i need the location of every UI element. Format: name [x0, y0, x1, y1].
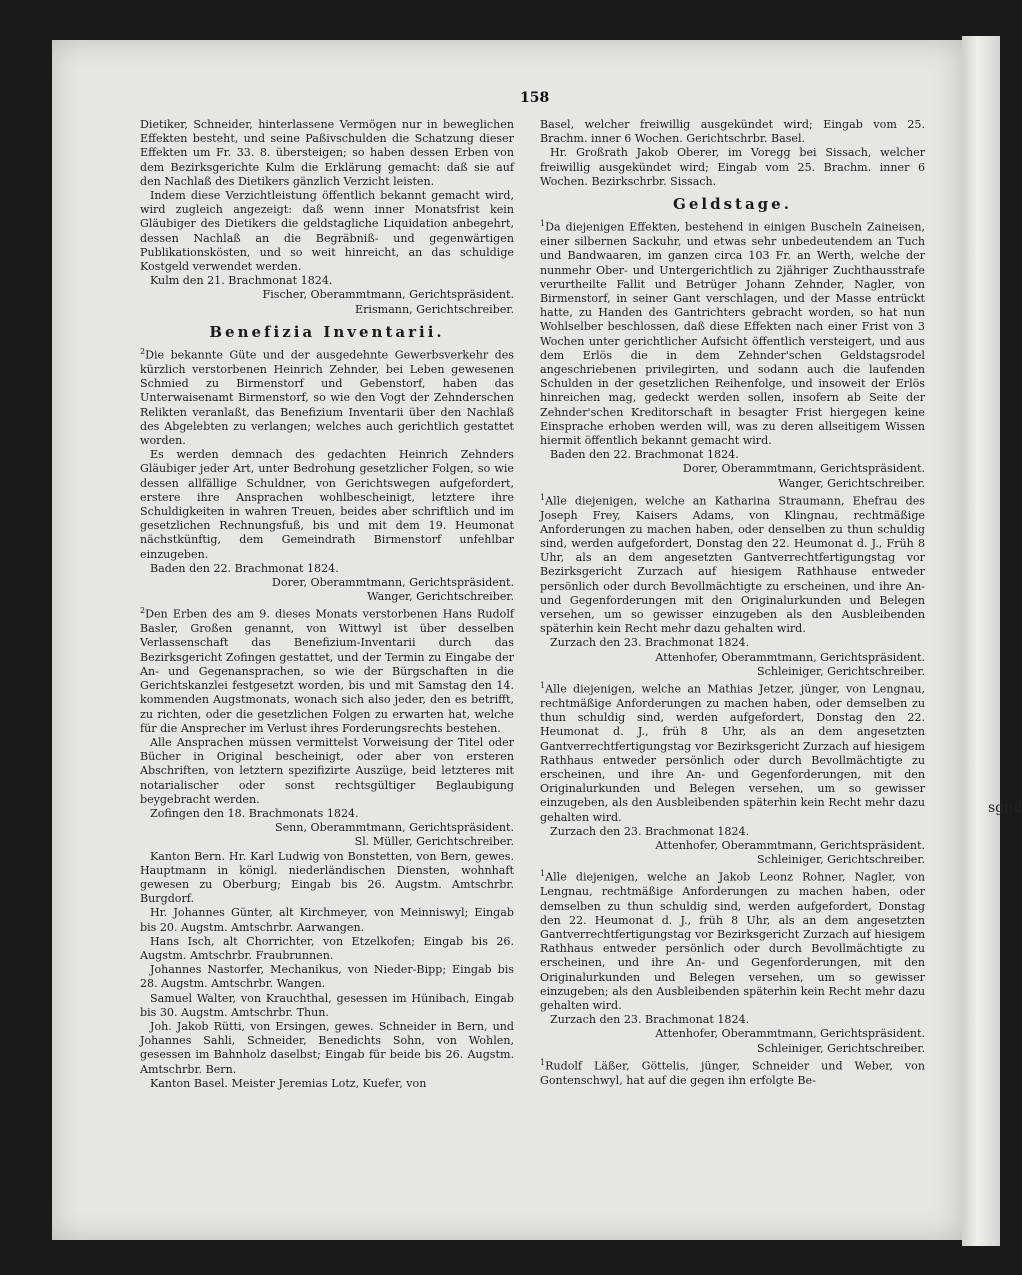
paragraph: Es werden demnach des gedachten Heinrich Zehnders Gläubiger jeder Art, unter Bedrohung gesetzlicher Folgen, so wie dessen allfällige Schuldner, von Gerichtswegen aufgefordert, erstere ihre Ansprachen wohlbescheinigt, letztere ihre Schuldigkeiten in wahren Treuen, beides aber schriftlich und im gesetzlichen Rechnungsfuß, bis und mit dem 19. Heumonat nächstkünftig, dem Gemeindrath Birmenstorf unfehlbar einzugeben. [140, 448, 514, 561]
paragraph: Alle Ansprachen müssen vermittelst Vorweisung der Titel oder Bücher in Original bescheinigt, oder aber von ersteren Abschriften, von letztern spezifizirte Auszüge, beid letzteres mit notarialischer oder sonst rechtsgültiger Beglaubigung beygebracht werden. [140, 735, 514, 806]
footnote-marker: 1 [540, 492, 546, 502]
section-heading: Geldstage. [673, 195, 792, 214]
signature: Erismann, Gerichtschreiber. [355, 302, 514, 316]
section-heading: Benefizia Inventarii. [209, 322, 445, 341]
paragraph: Die bekannte Güte und der ausgedehnte Gewerbsverkehr des kürzlich verstorbenen Heinrich Zehnder, bei Leben gewesenen Schmied zu Birmenstorf und Gebenstorf, haben das Unterwaisenamt Birmenstorf, so wie den Vogt der Zehnderschen Relikten veranlaßt, das Benefizium Inventarii über den Nachlaß des Abgelebten zu verlangen; welches auch gerichtlich gestattet worden. [140, 348, 514, 447]
signature: Schleiniger, Gerichtschreiber. [757, 853, 925, 867]
footnote-marker: 1 [540, 681, 546, 691]
paragraph: Rudolf Läßer, Göttelis, jünger, Schneider und Weber, von Gontenschwyl, hat auf die gegen ihn erfolgte Be- [540, 1059, 925, 1087]
footnote-marker: 1 [540, 1057, 546, 1067]
list-item: Joh. Jakob Rütti, von Ersingen, gewes. Schneider in Bern, und Johannes Sahli, Schneider, Benedichts Sohn, von Wohlen, gesessen im Bahnholz daselbst; Eingab für beide bis 26. Augstm. Amtschrbr. Bern. [140, 1019, 514, 1076]
signature: Wanger, Gerichtschreiber. [778, 476, 925, 490]
signature: Dorer, Oberammtmann, Gerichtspräsident. [271, 575, 514, 589]
paragraph: Indem diese Verzichtleistung öffentlich bekannt gemacht wird, wird zugleich angezeigt: daß wenn inner Monatsfrist kein Gläubiger des Dietikers die geldstagliche Liquidation anbegehrt, dessen Nachlaß an die Begräbniß- und gegenwärtigen Publikationskösten, und so weit hinreicht, an das schuldige Kostgeld verwendet werden. [140, 189, 514, 274]
dateline: Kulm den 21. Brachmonat 1824. [150, 274, 333, 288]
page-number: 158 [520, 90, 550, 106]
signature: Wanger, Gerichtschreiber. [367, 590, 514, 604]
signature: Attenhofer, Oberammtmann, Gerichtspräsident. [655, 650, 925, 664]
signature: Sl. Müller, Gerichtschreiber. [354, 835, 514, 849]
paragraph: Alle diejenigen, welche an Katharina Straumann, Ehefrau des Joseph Frey, Kaisers Adams, von Klingnau, rechtmäßige Anforderungen zu machen haben, oder denselben zu thun schuldig sind, werden aufgefordert, Donstag den 22. Heumonat d. J., Früh 8 Uhr, als an dem angesetzten Gantverrechtfertigungstag vor Bezirksgericht Zurzach auf hiesigem Rathhause entweder persönlich oder durch Bevollmächtigte zu erscheinen, und ihre An- und Gegenforderungen mit den Originalurkunden und Belegen versehen, um so gewisser einzugeben als den Ausbleibenden späterhin kein Recht mehr dazu gehalten wird. [540, 494, 925, 636]
paragraph: Alle diejenigen, welche an Jakob Leonz Rohner, Nagler, von Lengnau, rechtmäßige Anforderungen zu machen haben, oder demselben zu thun schuldig sind, werden aufgefordert, Donstag den 22. Heumonat d. J., früh 8 Uhr, als an dem angesetzten Gantverrechtfertigungstag vor Bezirksgericht Zurzach auf hiesigem Rathhaus entweder persönlich oder durch Bevollmächtigte zu erscheinen, und ihre An- und Gegenforderungen, mit den Originalurkunden und Belegen versehen, um so gewisser einzugeben; als den Ausbleibenden späterhin kein Recht mehr dazu gehalten wird. [540, 871, 925, 1012]
footnote-marker: 2 [140, 606, 146, 616]
list-item: Kanton Basel. Meister Jeremias Lotz, Kuefer, von [150, 1076, 427, 1090]
dateline: Zurzach den 23. Brachmonat 1824. [550, 824, 750, 838]
next-page-fragment: sgnd [988, 800, 1022, 816]
dateline: Baden den 22. Brachmonat 1824. [150, 561, 339, 575]
footnote-marker: 1 [540, 869, 546, 879]
footnote-marker: 1 [540, 219, 546, 229]
footnote-marker: 2 [140, 347, 146, 357]
list-item: Johannes Nastorfer, Mechanikus, von Nieder-Bipp; Eingab bis 28. Augstm. Amtschrbr. Wangen. [140, 963, 514, 991]
list-item: Kanton Bern. Hr. Karl Ludwig von Bonstetten, von Bern, gewes. Hauptmann in königl. niederländischen Diensten, wohnhaft gewesen zu Oberburg; Eingab bis 26. Augstm. Amtschrbr. Burgdorf. [140, 849, 514, 906]
list-item: Hans Isch, alt Chorrichter, von Etzelkofen; Eingab bis 26. Augstm. Amtschrbr. Fraubrunnen. [140, 934, 514, 962]
left-column [140, 118, 514, 1091]
dateline: Zurzach den 23. Brachmonat 1824. [550, 1013, 750, 1027]
paragraph: Dietiker, Schneider, hinterlassene Vermögen nur in beweglichen Effekten besteht, und seine Paßivschulden die Schatzung dieser Effekten um Fr. 33. 8. übersteigen; so haben dessen Erben von dem Bezirksgerichte Kulm die Erklärung gemacht: daß sie auf den Nachlaß des Dietikers gänzlich Verzicht leisten. [140, 118, 514, 188]
signature: Dorer, Oberammtmann, Gerichtspräsident. [682, 462, 925, 476]
signature: Fischer, Oberammtmann, Gerichtspräsident. [262, 288, 514, 302]
signature: Senn, Oberammtmann, Gerichtspräsident. [274, 821, 514, 835]
paragraph: Hr. Großrath Jakob Oberer, im Voregg bei Sissach, welcher freiwillig ausgekündet wird; Eingab vom 25. Brachm. inner 6 Wochen. Bezirkschrbr. Sissach. [540, 146, 925, 188]
list-item: Samuel Walter, von Krauchthal, gesessen im Hünibach, Eingab bis 30. Augstm. Amtschrbr. Thun. [140, 991, 514, 1019]
dateline: Baden den 22. Brachmonat 1824. [550, 448, 739, 462]
paragraph: Da diejenigen Effekten, bestehend in einigen Buscheln Zaineisen, einer silbernen Sackuhr, und etwas sehr unbedeutendem an Tuch und Bandwaaren, im ganzen circa 103 Fr. an Werth, welche der nunmehr Ober- und Untergerichtlich zu 2jähriger Zuchthausstrafe verurtheilte Fallit und Betrüger Johann Zehnder, Nagler, von Birmenstorf, in seiner Gant verschlagen, und der Masse entrückt hatte, zu Handen des Gantrichters gebracht worden, so hat nun Wohlselber beschlossen, daß diese Effekten nach einer Frist von 3 Wochen unter gerichtlicher Aufsicht öffentlich versteigert, und aus dem Erlös die in dem Zehnder'schen Geldstagsrodel angeschriebenen privilegirten, und sodann auch die laufenden Schulden in der gesetzlichen Reihenfolge, und insoweit der Erlös hinreichen mag, gedeckt werden sollen, insofern ab Seite der Zehnder'schen Kreditorschaft in besagter Frist hiergegen keine Einsprache erhoben werden will, was zu deren allseitigem Wissen hiermit öffentlich bekannt gemacht wird. [540, 220, 925, 447]
dateline: Zofingen den 18. Brachmonats 1824. [150, 806, 359, 820]
paragraph: Basel, welcher freiwillig ausgekündet wird; Eingab vom 25. Brachm. inner 6 Wochen. Gerichtschrbr. Basel. [540, 118, 925, 146]
signature: Schleiniger, Gerichtschreiber. [757, 1041, 925, 1055]
signature: Schleiniger, Gerichtschreiber. [757, 664, 925, 678]
signature: Attenhofer, Oberammtmann, Gerichtspräsident. [655, 1027, 925, 1041]
right-column [540, 118, 925, 1088]
paragraph: Alle diejenigen, welche an Mathias Jetzer, jünger, von Lengnau, rechtmäßige Anforderungen zu machen haben, oder demselben zu thun schuldig sind, werden aufgefordert, Donstag den 22. Heumonat d. J., früh 8 Uhr, als an dem angesetzten Gantverrechtfertigungstag vor Bezirksgericht Zurzach auf hiesigem Rathhaus entweder persönlich oder durch Bevollmächtigte zu erscheinen, und ihre An- und Gegenforderungen, mit den Originalurkunden und Belegen versehen, um so gewisser einzugeben, als den Ausbleibenden späterhin kein Recht mehr dazu gehalten wird. [540, 682, 925, 824]
signature: Attenhofer, Oberammtmann, Gerichtspräsident. [655, 839, 925, 853]
list-item: Hr. Johannes Günter, alt Kirchmeyer, von Meinniswyl; Eingab bis 20. Augstm. Amtschrbr. Aarwangen. [140, 906, 514, 934]
paragraph: Den Erben des am 9. dieses Monats verstorbenen Hans Rudolf Basler, Großen genannt, von Wittwyl ist über desselben Verlassenschaft das Benefizium-Inventarii durch das Bezirksgericht Zofingen gestattet, und der Termin zu Eingabe der An- und Gegenansprachen, so wie der Bürgschaften in die Gerichtskanzlei festgesetzt worden, bis und mit Samstag den 14. kommenden Augstmonats, wonach sich also jeder, den es betrifft, zu richten, oder die gesetzlichen Folgen zu erwarten hat, welche für die Ansprecher im Verlust ihres Forderungsrechts bestehen. [140, 608, 514, 735]
dateline: Zurzach den 23. Brachmonat 1824. [550, 636, 750, 650]
